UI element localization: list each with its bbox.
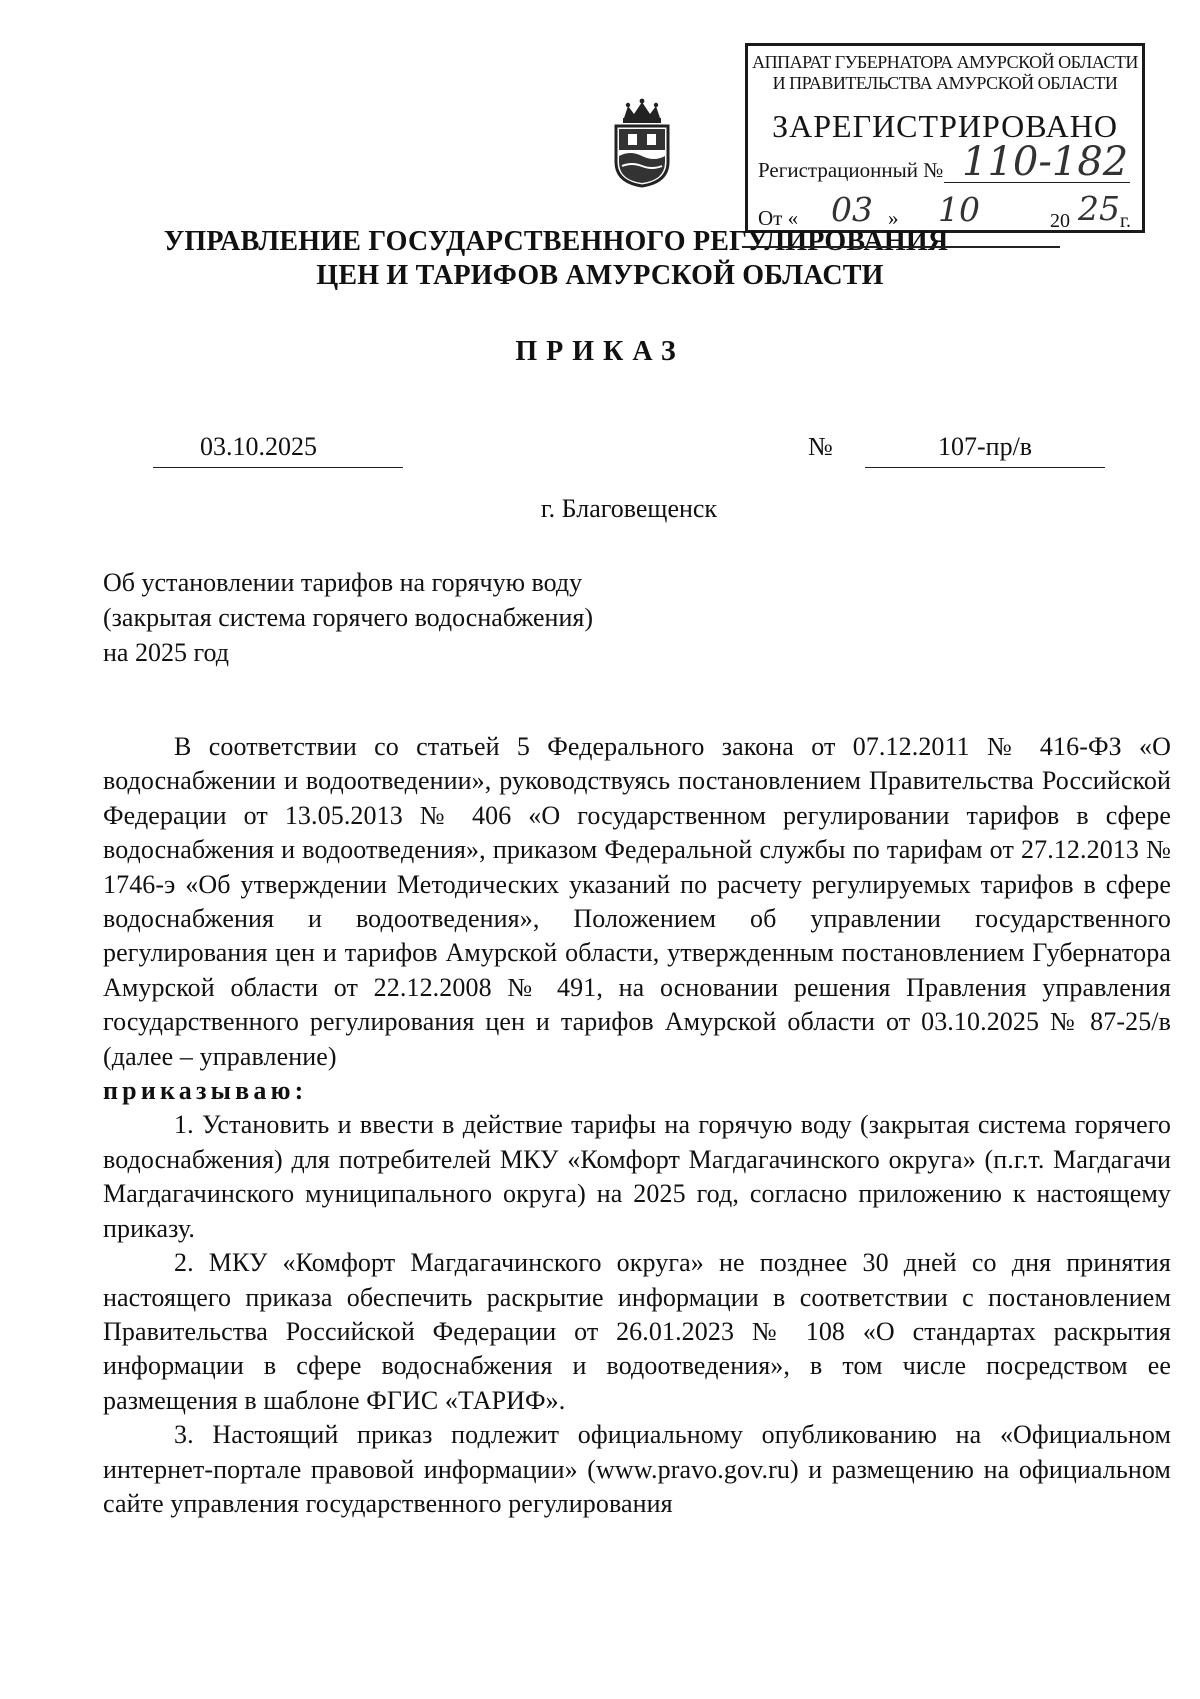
subject-line: на 2025 год bbox=[103, 638, 229, 667]
subject-line: Об установлении тарифов на горячую воду bbox=[103, 568, 583, 597]
subject-line: (закрытая система горячего водоснабжения) bbox=[103, 603, 593, 632]
order-item-1: 1. Установить и ввести в действие тарифы на горячую воду (закрытая система горячего водоснабжения) для потребителей МКУ «Комфорт Магдагачинского округа» (п.г.т. Магдагачи Магдагачинского муниципального округа) на 2025 год, согласно приложению к настоящему приказу. bbox=[103, 1110, 1171, 1243]
coat-of-arms-icon bbox=[610, 96, 674, 188]
stamp-day: 03 bbox=[831, 190, 873, 229]
stamp-org-line2: И ПРАВИТЕЛЬСТВА АМУРСКОЙ ОБЛАСТИ bbox=[772, 73, 1118, 93]
preamble-paragraph: В соответствии со статьей 5 Федерального закона от 07.12.2011 № 416-ФЗ «О водоснабжении и водоотведении», руководствуясь постановлением Правительства Российской Федерации от 13.05.2013 № 406 «О государственном регулировании тарифов в сфере водоснабжения и водоотведения», приказом Федеральной службы по тарифам от 27.12.2013 № 1746-э «Об утверждении Методических указаний по расчету регулируемых тарифов в сфере водоснабжения и водоотведения», Положением об управлении государственного регулирования цен и тарифов Амурской области, утвержденным постановлением Губернатора Амурской области от 22.12.2008 № 491, на основании решения Правления управления государственного регулирования цен и тарифов Амурской области от 03.10.2025 № 87-25/в (далее – управление) bbox=[103, 732, 1171, 1071]
stamp-date-prefix: От « bbox=[758, 206, 799, 230]
order-date-underline bbox=[153, 467, 403, 468]
stamp-month: 10 bbox=[938, 190, 980, 229]
stamp-registered-label: ЗАРЕГИСТРИРОВАНО bbox=[772, 108, 1118, 144]
order-number-sign: № bbox=[808, 432, 833, 461]
order-number: 107-пр/в bbox=[938, 432, 1033, 461]
order-body bbox=[103, 730, 1171, 1521]
stamp-date-mid: » bbox=[888, 206, 899, 230]
organization-name-line1: УПРАВЛЕНИЕ ГОСУДАРСТВЕННОГО РЕГУЛИРОВАНИЯ bbox=[163, 226, 949, 257]
order-item-2: 2. МКУ «Комфорт Магдагачинского округа» не позднее 30 дней со дня принятия настоящего приказа обеспечить раскрытие информации в соответствии с постановлением Правительства Российской Федерации от 26.01.2023 № 108 «О стандартах раскрытия информации в сфере водоснабжения и водоотведения», в том числе посредством ее размещения в шаблоне ФГИС «ТАРИФ». bbox=[103, 1248, 1171, 1415]
stamp-number-value: 110-182 bbox=[962, 139, 1129, 185]
stamp-org-line1: АППАРАТ ГУБЕРНАТОРА АМУРСКОЙ ОБЛАСТИ bbox=[752, 52, 1138, 72]
stamp-strike-line bbox=[742, 246, 1060, 248]
document-type-title: ПРИКАЗ bbox=[515, 336, 685, 367]
organization-name-line2: ЦЕН И ТАРИФОВ АМУРСКОЙ ОБЛАСТИ bbox=[316, 260, 884, 291]
order-word bbox=[103, 1074, 1171, 1108]
order-date: 03.10.2025 bbox=[200, 432, 317, 461]
stamp-year-value: 25 bbox=[1078, 189, 1120, 228]
stamp-number-underline bbox=[944, 182, 1130, 183]
stamp-number-label: Регистрационный № bbox=[758, 158, 944, 182]
order-word-text: приказываю: bbox=[103, 1076, 308, 1106]
stamp-year-prefix: 20 bbox=[1050, 210, 1070, 232]
order-city: г. Благовещенск bbox=[540, 494, 718, 523]
registration-stamp bbox=[745, 43, 1145, 233]
order-item-3: 3. Настоящий приказ подлежит официальному опубликованию на «Официальном интернет-портале правовой информации» (www.pravo.gov.ru) и размещению на официальном сайте управления государственного регулирования bbox=[103, 1420, 1171, 1518]
stamp-year-suffix: г. bbox=[1120, 210, 1131, 232]
order-number-underline bbox=[865, 467, 1105, 468]
order-subject bbox=[103, 565, 593, 670]
